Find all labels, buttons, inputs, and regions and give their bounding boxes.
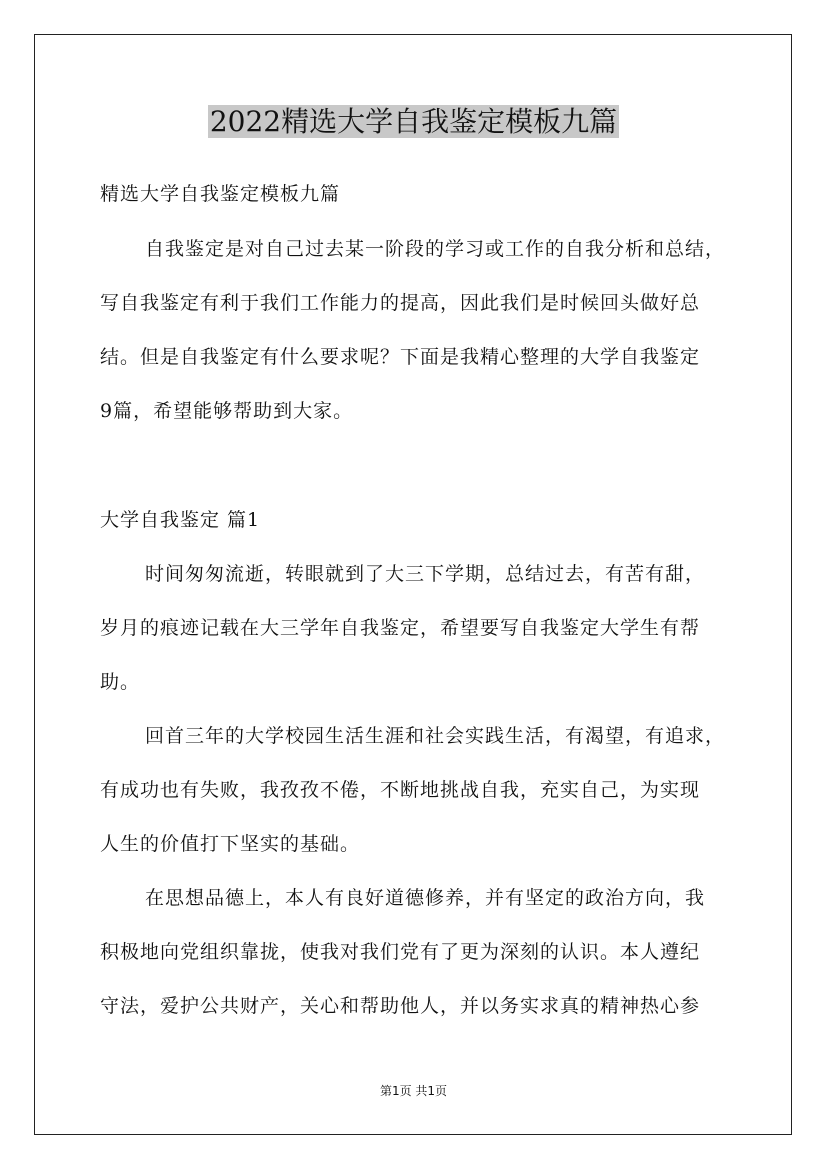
para1-line-3: 助。 bbox=[100, 671, 141, 693]
intro-line-4: 9篇，希望能够帮助到大家。 bbox=[100, 400, 354, 422]
para1-line-2: 岁月的痕迹记载在大三学年自我鉴定，希望要写自我鉴定大学生有帮 bbox=[100, 617, 701, 639]
para3-line-1: 在思想品德上，本人有良好道德修养，并有坚定的政治方向，我 bbox=[145, 887, 706, 909]
document-title-text: 2022精选大学自我鉴定模板九篇 bbox=[209, 105, 618, 138]
intro-line-3: 结。但是自我鉴定有什么要求呢？下面是我精心整理的大学自我鉴定 bbox=[100, 346, 701, 368]
document-title bbox=[0, 102, 827, 142]
para3-line-2: 积极地向党组织靠拢，使我对我们党有了更为深刻的认识。本人遵纪 bbox=[100, 941, 701, 963]
para2-line-3: 人生的价值打下坚实的基础。 bbox=[100, 833, 361, 855]
section-heading: 大学自我鉴定 篇1 bbox=[100, 509, 261, 531]
para2-line-2: 有成功也有失败，我孜孜不倦，不断地挑战自我，充实自己，为实现 bbox=[100, 779, 701, 801]
page-footer: 第1页 共1页 bbox=[379, 1084, 448, 1098]
intro-line-1: 自我鉴定是对自己过去某一阶段的学习或工作的自我分析和总结， bbox=[145, 238, 726, 260]
document-subtitle: 精选大学自我鉴定模板九篇 bbox=[100, 183, 341, 205]
para1-line-1: 时间匆匆流逝，转眼就到了大三下学期，总结过去，有苦有甜， bbox=[145, 563, 706, 585]
para2-line-1: 回首三年的大学校园生活生涯和社会实践生活，有渴望，有追求， bbox=[145, 725, 726, 747]
intro-line-2: 写自我鉴定有利于我们工作能力的提高，因此我们是时候回头做好总 bbox=[100, 292, 701, 314]
para3-line-3: 守法，爱护公共财产，关心和帮助他人，并以务实求真的精神热心参 bbox=[100, 995, 701, 1017]
